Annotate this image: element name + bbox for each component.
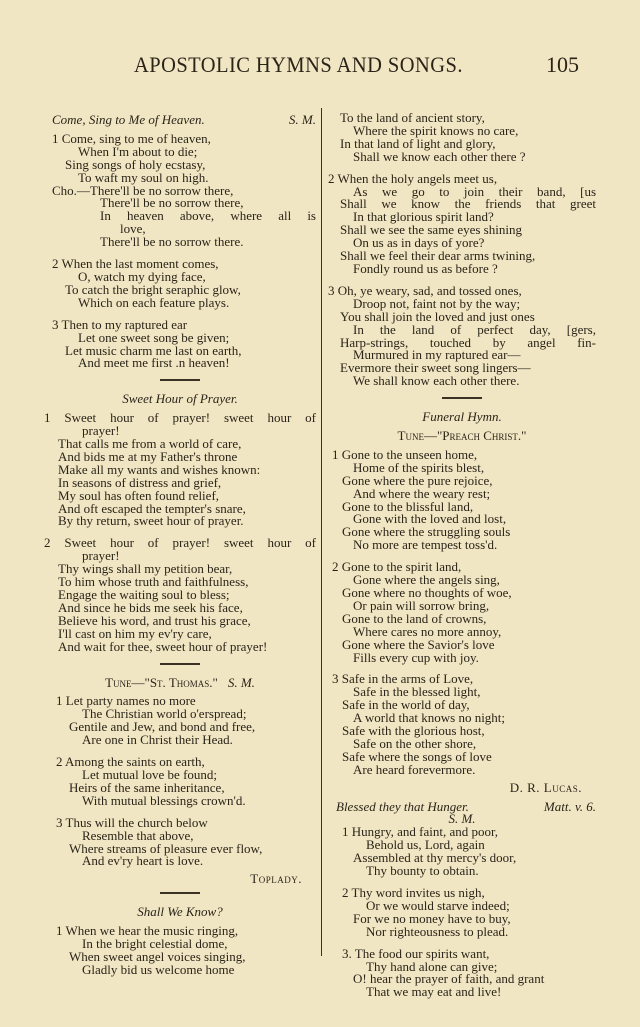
stanza <box>328 112 596 164</box>
verse-line: Shall we know each other there ? <box>353 148 526 164</box>
verse-line: That calls me from a world of care, <box>58 436 242 452</box>
verse-line: In that land of light and glory, <box>340 135 496 151</box>
verse-line: 2 When the last moment comes, <box>52 256 219 272</box>
verse-line: Or pain will sorrow bring, <box>353 597 490 613</box>
verse-line: 1 When we hear the music ringing, <box>56 923 239 939</box>
verse-line: Gone where the struggling souls <box>342 524 511 540</box>
verse-line: Heirs of the same inheritance, <box>69 779 225 795</box>
verse-line: Safe in the blessed light, <box>353 684 481 700</box>
stanza <box>44 814 316 869</box>
verse-line: By thy return, sweet hour of prayer. <box>58 513 244 529</box>
verse-line: 1 Hungry, and faint, and poor, <box>342 824 499 840</box>
hymn-meter: S. M. <box>227 674 255 690</box>
stanza <box>328 673 596 776</box>
page-number: 105 <box>546 52 579 77</box>
verse-line: Fondly round us as before ? <box>353 260 498 276</box>
verse-line: A world that knows no night; <box>353 710 506 726</box>
verse-line: 2 Sweet hour of prayer! sweet hour of <box>44 535 316 551</box>
verse-line: 3. The food our spirits want, <box>342 945 490 961</box>
verse-line: Gone to the land of crowns, <box>342 610 487 626</box>
verse-line: On us as in days of yore? <box>353 235 485 251</box>
hymn-title-text: Sweet Hour of Prayer. <box>122 391 238 407</box>
verse-line: Make all my wants and wishes known: <box>58 461 261 477</box>
verse-line: Where cares no more annoy, <box>353 623 502 639</box>
verse-line: Are heard forevermore. <box>353 761 476 777</box>
verse-line: 2 When the holy angels meet us, <box>328 170 498 186</box>
verse-line: Gone where the angels sing, <box>353 572 500 588</box>
verse-line: love, <box>120 221 146 237</box>
verse-line: 1 Gone to the unseen home, <box>332 446 478 462</box>
stanza <box>44 695 316 747</box>
hymn-meter: S. M. <box>288 112 316 127</box>
verse-line: 3 Oh, ye weary, sad, and tossed ones, <box>328 282 522 298</box>
verse-line: I'll cast on him my ev'ry care, <box>58 625 212 641</box>
hymn-title <box>328 411 596 424</box>
verse-line: 1 Let party names no more <box>56 693 196 709</box>
verse-line: Behold us, Lord, again <box>366 837 485 853</box>
tune-line <box>44 674 316 690</box>
verse-line: Engage the waiting soul to bless; <box>58 587 230 602</box>
verse-line: We shall know each other there. <box>353 373 520 389</box>
verse-line: Safe in the world of day, <box>342 697 470 713</box>
section-rule <box>160 892 200 894</box>
hymn-meter: S. M. <box>448 810 476 826</box>
column-divider <box>321 108 322 956</box>
stanza <box>328 887 596 939</box>
verse-line: And since he bids me seek his face, <box>58 599 243 615</box>
verse-line: O! hear the prayer of faith, and grant <box>353 971 545 987</box>
verse-line: That we may eat and live! <box>366 984 502 1000</box>
verse-line: And ev'ry heart is love. <box>82 853 204 869</box>
verse-line: Safe on the other shore, <box>353 735 477 751</box>
verse-line: Shall we feel their dear arms twining, <box>340 248 536 264</box>
verse-line: And where the weary rest; <box>353 485 491 501</box>
verse-line: Shall we see the same eyes shining <box>340 222 522 238</box>
verse-line: With mutual blessings crown'd. <box>82 792 246 808</box>
verse-line: Let one sweet song be given; <box>78 329 230 345</box>
stanza <box>44 925 316 977</box>
verse-line: Safe where the songs of love <box>342 748 492 764</box>
verse-line: Gentile and Jew, and bond and free, <box>69 719 256 735</box>
verse-line: Evermore their sweet song lingers— <box>340 360 531 376</box>
verse-line: Gladly bid us welcome home <box>82 961 235 977</box>
verse-line: As we go to join their band, [us <box>353 183 596 199</box>
verse-line: Where streams of pleasure ever flow, <box>69 840 263 856</box>
verse-line: When sweet angel voices singing, <box>69 948 246 964</box>
verse-line: Droop not, faint not by the way; <box>353 295 521 311</box>
verse-line: The Christian world o'erspread; <box>82 706 247 722</box>
verse-line: Are one in Christ their Head. <box>82 732 233 748</box>
section-rule <box>160 379 200 381</box>
page-header <box>0 52 640 82</box>
verse-line: Gone to the blissful land, <box>342 498 474 514</box>
stanza <box>44 316 316 371</box>
verse-line: prayer! <box>82 423 120 439</box>
verse-line: No more are tempest toss'd. <box>353 537 498 553</box>
verse-line: Fills every cup with joy. <box>353 649 479 665</box>
verse-line: 3 Then to my raptured ear <box>52 316 188 332</box>
verse-line: Let mutual love be found; <box>82 766 218 782</box>
verse-line: When I'm about to die; <box>78 143 198 159</box>
stanza <box>328 282 596 389</box>
stanza <box>44 130 316 250</box>
verse-line: Thy bounty to obtain. <box>366 863 479 879</box>
verse-line: Safe with the glorious host, <box>342 723 485 739</box>
verse-line: And oft escaped the tempter's snare, <box>58 500 246 516</box>
verse-line: To catch the bright seraphic glow, <box>65 281 241 297</box>
stanza <box>328 826 596 878</box>
hymn-title-text: Shall We Know? <box>137 904 223 920</box>
hymn-title <box>44 393 316 406</box>
verse-line: 2 Gone to the spirit land, <box>332 559 462 575</box>
verse-line: In heaven above, where all is <box>100 208 316 224</box>
verse-line: To waft my soul on high. <box>78 169 209 185</box>
verse-line: 3 Thus will the church below <box>56 814 208 830</box>
verse-line: 1 Come, sing to me of heaven, <box>52 130 211 146</box>
hymn-title <box>44 906 316 919</box>
stanza <box>328 561 596 664</box>
right-column <box>328 112 596 1008</box>
verse-line: 3 Safe in the arms of Love, <box>332 671 474 687</box>
verse-line: Cho.—There'll be no sorrow there, <box>52 182 234 198</box>
verse-line: Thy wings shall my petition bear, <box>58 561 233 577</box>
stanza <box>328 446 596 553</box>
verse-line: Murmured in my raptured ear— <box>353 347 521 363</box>
stanza <box>44 258 316 310</box>
verse-line: Where the spirit knows no care, <box>353 122 519 138</box>
verse-line: In seasons of distress and grief, <box>58 474 222 490</box>
verse-line: Resemble that above, <box>82 827 194 843</box>
verse-line: Nor righteousness to plead. <box>366 923 509 939</box>
verse-line: To the land of ancient story, <box>340 110 485 125</box>
hymn-title <box>44 114 316 127</box>
verse-line: In the bright celestial dome, <box>82 936 228 952</box>
verse-line: To him whose truth and faithfulness, <box>58 574 249 590</box>
author-attribution: D. R. Lucas. <box>509 779 582 795</box>
verse-line: 2 Thy word invites us nigh, <box>342 885 485 901</box>
verse-line: Or we would starve indeed; <box>366 897 510 913</box>
hymn-title-text: Blessed they that Hunger. <box>336 798 469 814</box>
verse-line: Sing songs of holy ecstasy, <box>65 156 206 172</box>
stanza <box>328 945 596 1000</box>
tune-line <box>328 430 596 443</box>
verse-line: Let music charm me last on earth, <box>65 342 242 358</box>
verse-line: There'll be no sorrow there, <box>100 195 244 211</box>
verse-line: In that glorious spirit land? <box>353 209 494 225</box>
stanza <box>44 537 316 653</box>
verse-line: There'll be no sorrow there. <box>100 234 244 250</box>
verse-line: Shall we know the friends that greet <box>340 196 596 212</box>
stanza <box>44 412 316 528</box>
section-rule <box>442 397 482 399</box>
verse-line: 1 Sweet hour of prayer! sweet hour of <box>44 410 316 426</box>
author-attribution: Toplady. <box>250 871 302 887</box>
verse-line: Gone where the Savior's love <box>342 636 495 652</box>
verse-line: And meet me first .n heaven! <box>78 355 230 371</box>
verse-line: My soul has often found relief, <box>58 487 220 503</box>
verse-line: prayer! <box>82 548 120 564</box>
verse-line: Assembled at thy mercy's door, <box>353 850 517 866</box>
verse-line: And bids me at my Father's throne <box>58 448 238 464</box>
verse-line: O, watch my dying face, <box>78 268 206 284</box>
verse-line: Gone where no thoughts of woe, <box>342 585 512 600</box>
verse-line: Believe his word, and trust his grace, <box>58 612 251 628</box>
hymn-title-text: Come, Sing to Me of Heaven. <box>52 112 205 127</box>
verse-line: Harp-strings, touched by angel fin- <box>340 334 596 350</box>
verse-line: For we no money have to buy, <box>353 910 511 926</box>
tune-name: Tune—"St. Thomas." <box>105 674 218 690</box>
hymn-title-text: Funeral Hymn. <box>422 409 502 425</box>
stanza <box>328 170 596 276</box>
verse-line: In the land of perfect day, [gers, <box>353 321 596 337</box>
verse-line: And wait for thee, sweet hour of prayer! <box>58 638 268 654</box>
verse-line: Thy hand alone can give; <box>366 958 498 974</box>
hymn-meter: Matt. v. 6. <box>543 798 596 814</box>
verse-line: Which on each feature plays. <box>78 294 230 310</box>
stanza <box>44 756 316 808</box>
verse-line: Home of the spirits blest, <box>353 459 485 475</box>
verse-line: You shall join the loved and just ones <box>340 308 535 324</box>
section-rule <box>160 663 200 665</box>
verse-line: Gone where the pure rejoice, <box>342 472 493 488</box>
verse-line: Gone with the loved and lost, <box>353 511 507 527</box>
running-title: APOSTOLIC HYMNS AND SONGS. <box>134 52 463 77</box>
left-column <box>44 112 316 986</box>
tune-name: Tune—"Preach Christ." <box>397 428 527 444</box>
verse-line: 2 Among the saints on earth, <box>56 754 205 770</box>
